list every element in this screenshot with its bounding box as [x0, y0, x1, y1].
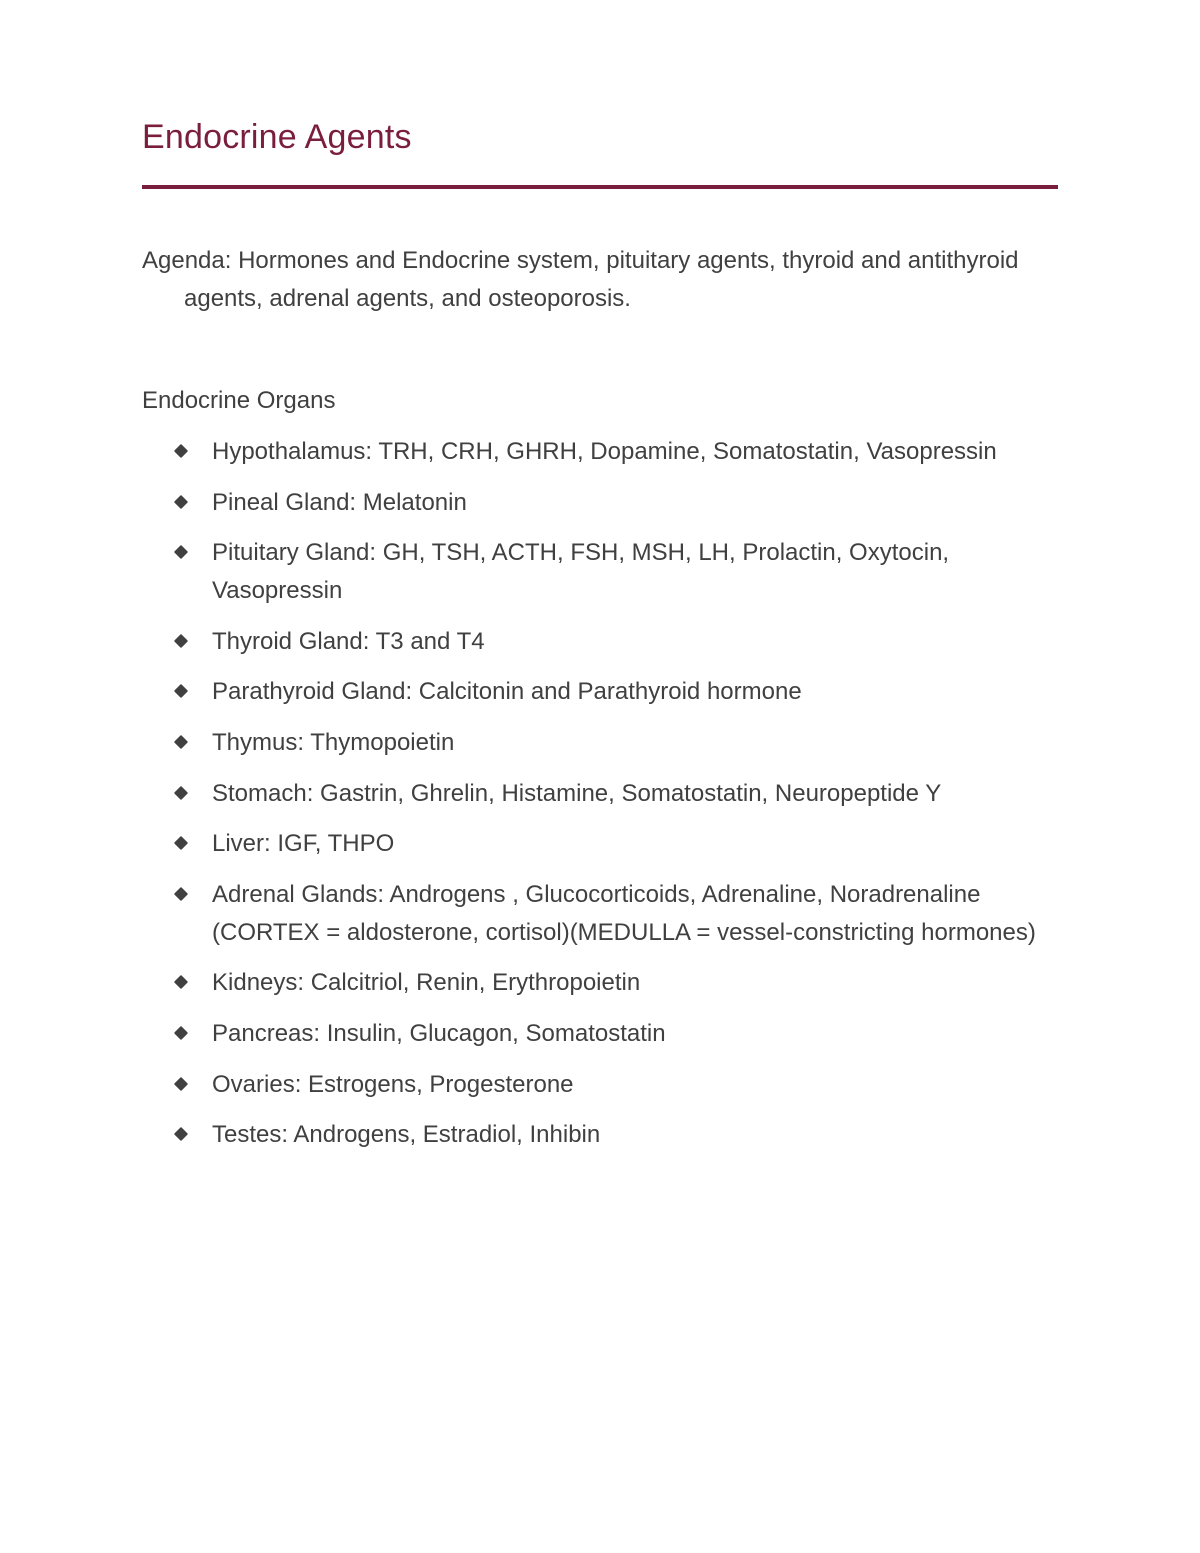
- bullet-icon: [174, 444, 188, 458]
- list-item-text: Pancreas: Insulin, Glucagon, Somatostatin: [212, 1019, 666, 1047]
- bullet-icon: [174, 887, 188, 901]
- list-item-text: Pineal Gland: Melatonin: [212, 488, 467, 516]
- bullet-icon: [174, 975, 188, 989]
- list-item: [142, 1116, 1058, 1154]
- document-title: Endocrine Agents: [142, 118, 412, 156]
- list-item: [142, 1066, 1058, 1104]
- list-item: [142, 1015, 1058, 1053]
- title-divider: [142, 185, 1058, 189]
- list-item: [142, 775, 1058, 813]
- bullet-icon: [174, 634, 188, 648]
- list-item: [142, 534, 1058, 610]
- list-item-text: Parathyroid Gland: Calcitonin and Parathyroid hormone: [212, 678, 802, 706]
- bullet-icon: [174, 1026, 188, 1040]
- list-item-text: Adrenal Glands: Androgens , Glucocorticoids, Adrenaline, Noradrenaline (CORTEX = aldosterone, cortisol)(MEDULLA = vessel-constricting hormones): [212, 880, 1036, 946]
- bullet-icon: [174, 495, 188, 509]
- list-item-text: Stomach: Gastrin, Ghrelin, Histamine, Somatostatin, Neuropeptide Y: [212, 779, 942, 807]
- list-item: [142, 876, 1058, 952]
- bullet-icon: [174, 735, 188, 749]
- list-item-text: Testes: Androgens, Estradiol, Inhibin: [212, 1121, 601, 1149]
- list-item: [142, 484, 1058, 522]
- list-item-text: Ovaries: Estrogens, Progesterone: [212, 1070, 574, 1098]
- list-item: [142, 623, 1058, 661]
- list-item: [142, 964, 1058, 1002]
- bullet-icon: [174, 785, 188, 799]
- list-item-text: Thymus: Thymopoietin: [212, 728, 455, 756]
- list-item: [142, 825, 1058, 863]
- bullet-icon: [174, 1127, 188, 1141]
- bullet-icon: [174, 1076, 188, 1090]
- bullet-icon: [174, 684, 188, 698]
- endocrine-organs-list: [142, 433, 1058, 1167]
- list-item-text: Liver: IGF, THPO: [212, 830, 395, 858]
- bullet-icon: [174, 836, 188, 850]
- list-item: [142, 724, 1058, 762]
- list-item-text: Thyroid Gland: T3 and T4: [212, 627, 485, 655]
- bullet-icon: [174, 545, 188, 559]
- list-item-text: Hypothalamus: TRH, CRH, GHRH, Dopamine, Somatostatin, Vasopressin: [212, 438, 997, 465]
- list-item: [142, 433, 1058, 471]
- agenda-paragraph: Agenda: Hormones and Endocrine system, pituitary agents, thyroid and antithyroid agents, adrenal agents, and osteoporosis.: [142, 247, 1019, 312]
- list-item-text: Kidneys: Calcitriol, Renin, Erythropoietin: [212, 969, 641, 997]
- section-heading-endocrine-organs: Endocrine Organs: [142, 387, 336, 414]
- list-item: [142, 673, 1058, 711]
- list-item-text: Pituitary Gland: GH, TSH, ACTH, FSH, MSH, LH, Prolactin, Oxytocin, Vasopressin: [212, 539, 950, 605]
